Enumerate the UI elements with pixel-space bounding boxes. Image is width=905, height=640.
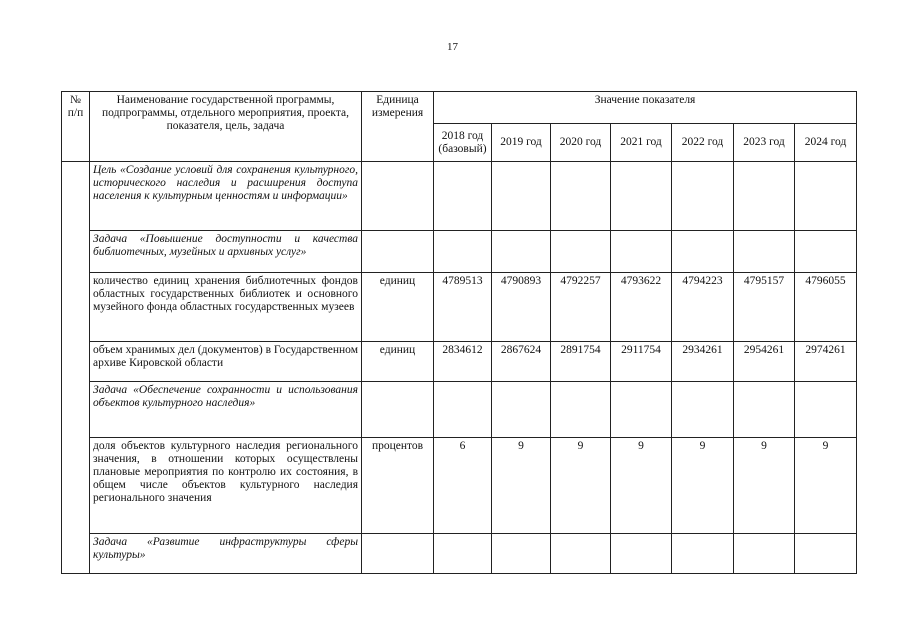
row-value: 4794223	[672, 273, 734, 342]
row-value	[734, 162, 795, 231]
row-value	[434, 162, 492, 231]
row-value	[734, 534, 795, 574]
row-value	[551, 534, 611, 574]
row-unit: единиц	[362, 273, 434, 342]
row-value	[611, 534, 672, 574]
table-row	[62, 231, 857, 273]
row-value: 9	[551, 438, 611, 534]
header-year: 2023 год	[734, 124, 795, 162]
row-value: 2891754	[551, 342, 611, 382]
row-unit: единиц	[362, 342, 434, 382]
row-value: 4790893	[492, 273, 551, 342]
row-value	[492, 162, 551, 231]
row-value	[672, 231, 734, 273]
row-value	[672, 162, 734, 231]
row-value	[795, 162, 857, 231]
page-number: 17	[447, 41, 458, 53]
row-value: 9	[734, 438, 795, 534]
row-value: 2934261	[672, 342, 734, 382]
header-year: 2022 год	[672, 124, 734, 162]
row-value: 2867624	[492, 342, 551, 382]
row-value: 9	[795, 438, 857, 534]
row-value: 9	[672, 438, 734, 534]
header-year: 2019 год	[492, 124, 551, 162]
row-name: Цель «Создание условий для сохранения культурного, исторического наследия и расширения доступа населения к культурным ценностям и информации»	[90, 162, 362, 231]
row-value: 9	[492, 438, 551, 534]
row-value	[611, 162, 672, 231]
row-value	[551, 162, 611, 231]
table-row	[62, 438, 857, 534]
indicators-table	[61, 91, 857, 574]
row-value	[492, 382, 551, 438]
row-name: Задача «Развитие инфраструктуры сферы культуры»	[90, 534, 362, 574]
row-value	[734, 382, 795, 438]
table-row	[62, 342, 857, 382]
row-unit	[362, 231, 434, 273]
row-value: 4793622	[611, 273, 672, 342]
table-row	[62, 162, 857, 231]
table-row	[62, 534, 857, 574]
row-value	[795, 534, 857, 574]
header-year: 2018 год (базовый)	[434, 124, 492, 162]
header-num: № п/п	[62, 92, 90, 162]
row-value: 6	[434, 438, 492, 534]
row-value	[795, 382, 857, 438]
header-value-group: Значение показателя	[434, 92, 857, 124]
row-value: 4795157	[734, 273, 795, 342]
row-name: объем хранимых дел (документов) в Государственном архиве Кировской области	[90, 342, 362, 382]
row-value: 9	[611, 438, 672, 534]
row-value	[795, 231, 857, 273]
header-unit: Единица измерения	[362, 92, 434, 162]
row-value: 2834612	[434, 342, 492, 382]
row-value	[734, 231, 795, 273]
row-value	[611, 231, 672, 273]
table-row	[62, 273, 857, 342]
table-row	[62, 382, 857, 438]
row-value	[434, 534, 492, 574]
row-value: 4792257	[551, 273, 611, 342]
row-value	[434, 231, 492, 273]
row-value	[492, 534, 551, 574]
row-unit	[362, 382, 434, 438]
header-year: 2021 год	[611, 124, 672, 162]
row-name: количество единиц хранения библиотечных фондов областных государственных библиотек и основного музейного фонда областных государственных музеев	[90, 273, 362, 342]
row-unit: процентов	[362, 438, 434, 534]
row-value: 2974261	[795, 342, 857, 382]
row-value	[611, 382, 672, 438]
row-name: Задача «Обеспечение сохранности и использования объектов культурного наследия»	[90, 382, 362, 438]
header-year: 2024 год	[795, 124, 857, 162]
row-name: Задача «Повышение доступности и качества библиотечных, музейных и архивных услуг»	[90, 231, 362, 273]
row-value: 4796055	[795, 273, 857, 342]
row-value: 4789513	[434, 273, 492, 342]
num-cell	[62, 162, 90, 574]
row-value	[672, 534, 734, 574]
row-value	[551, 231, 611, 273]
row-unit	[362, 534, 434, 574]
row-value: 2911754	[611, 342, 672, 382]
header-year: 2020 год	[551, 124, 611, 162]
row-value	[492, 231, 551, 273]
row-value	[434, 382, 492, 438]
header-name: Наименование государственной программы, подпрограммы, отдельного мероприятия, проекта, показателя, цель, задача	[90, 92, 362, 162]
row-name: доля объектов культурного наследия регионального значения, в отношении которых осуществлены плановые мероприятия по контролю их состояния, в общем числе объектов культурного наследия регионального значения	[90, 438, 362, 534]
row-unit	[362, 162, 434, 231]
row-value	[672, 382, 734, 438]
row-value: 2954261	[734, 342, 795, 382]
row-value	[551, 382, 611, 438]
